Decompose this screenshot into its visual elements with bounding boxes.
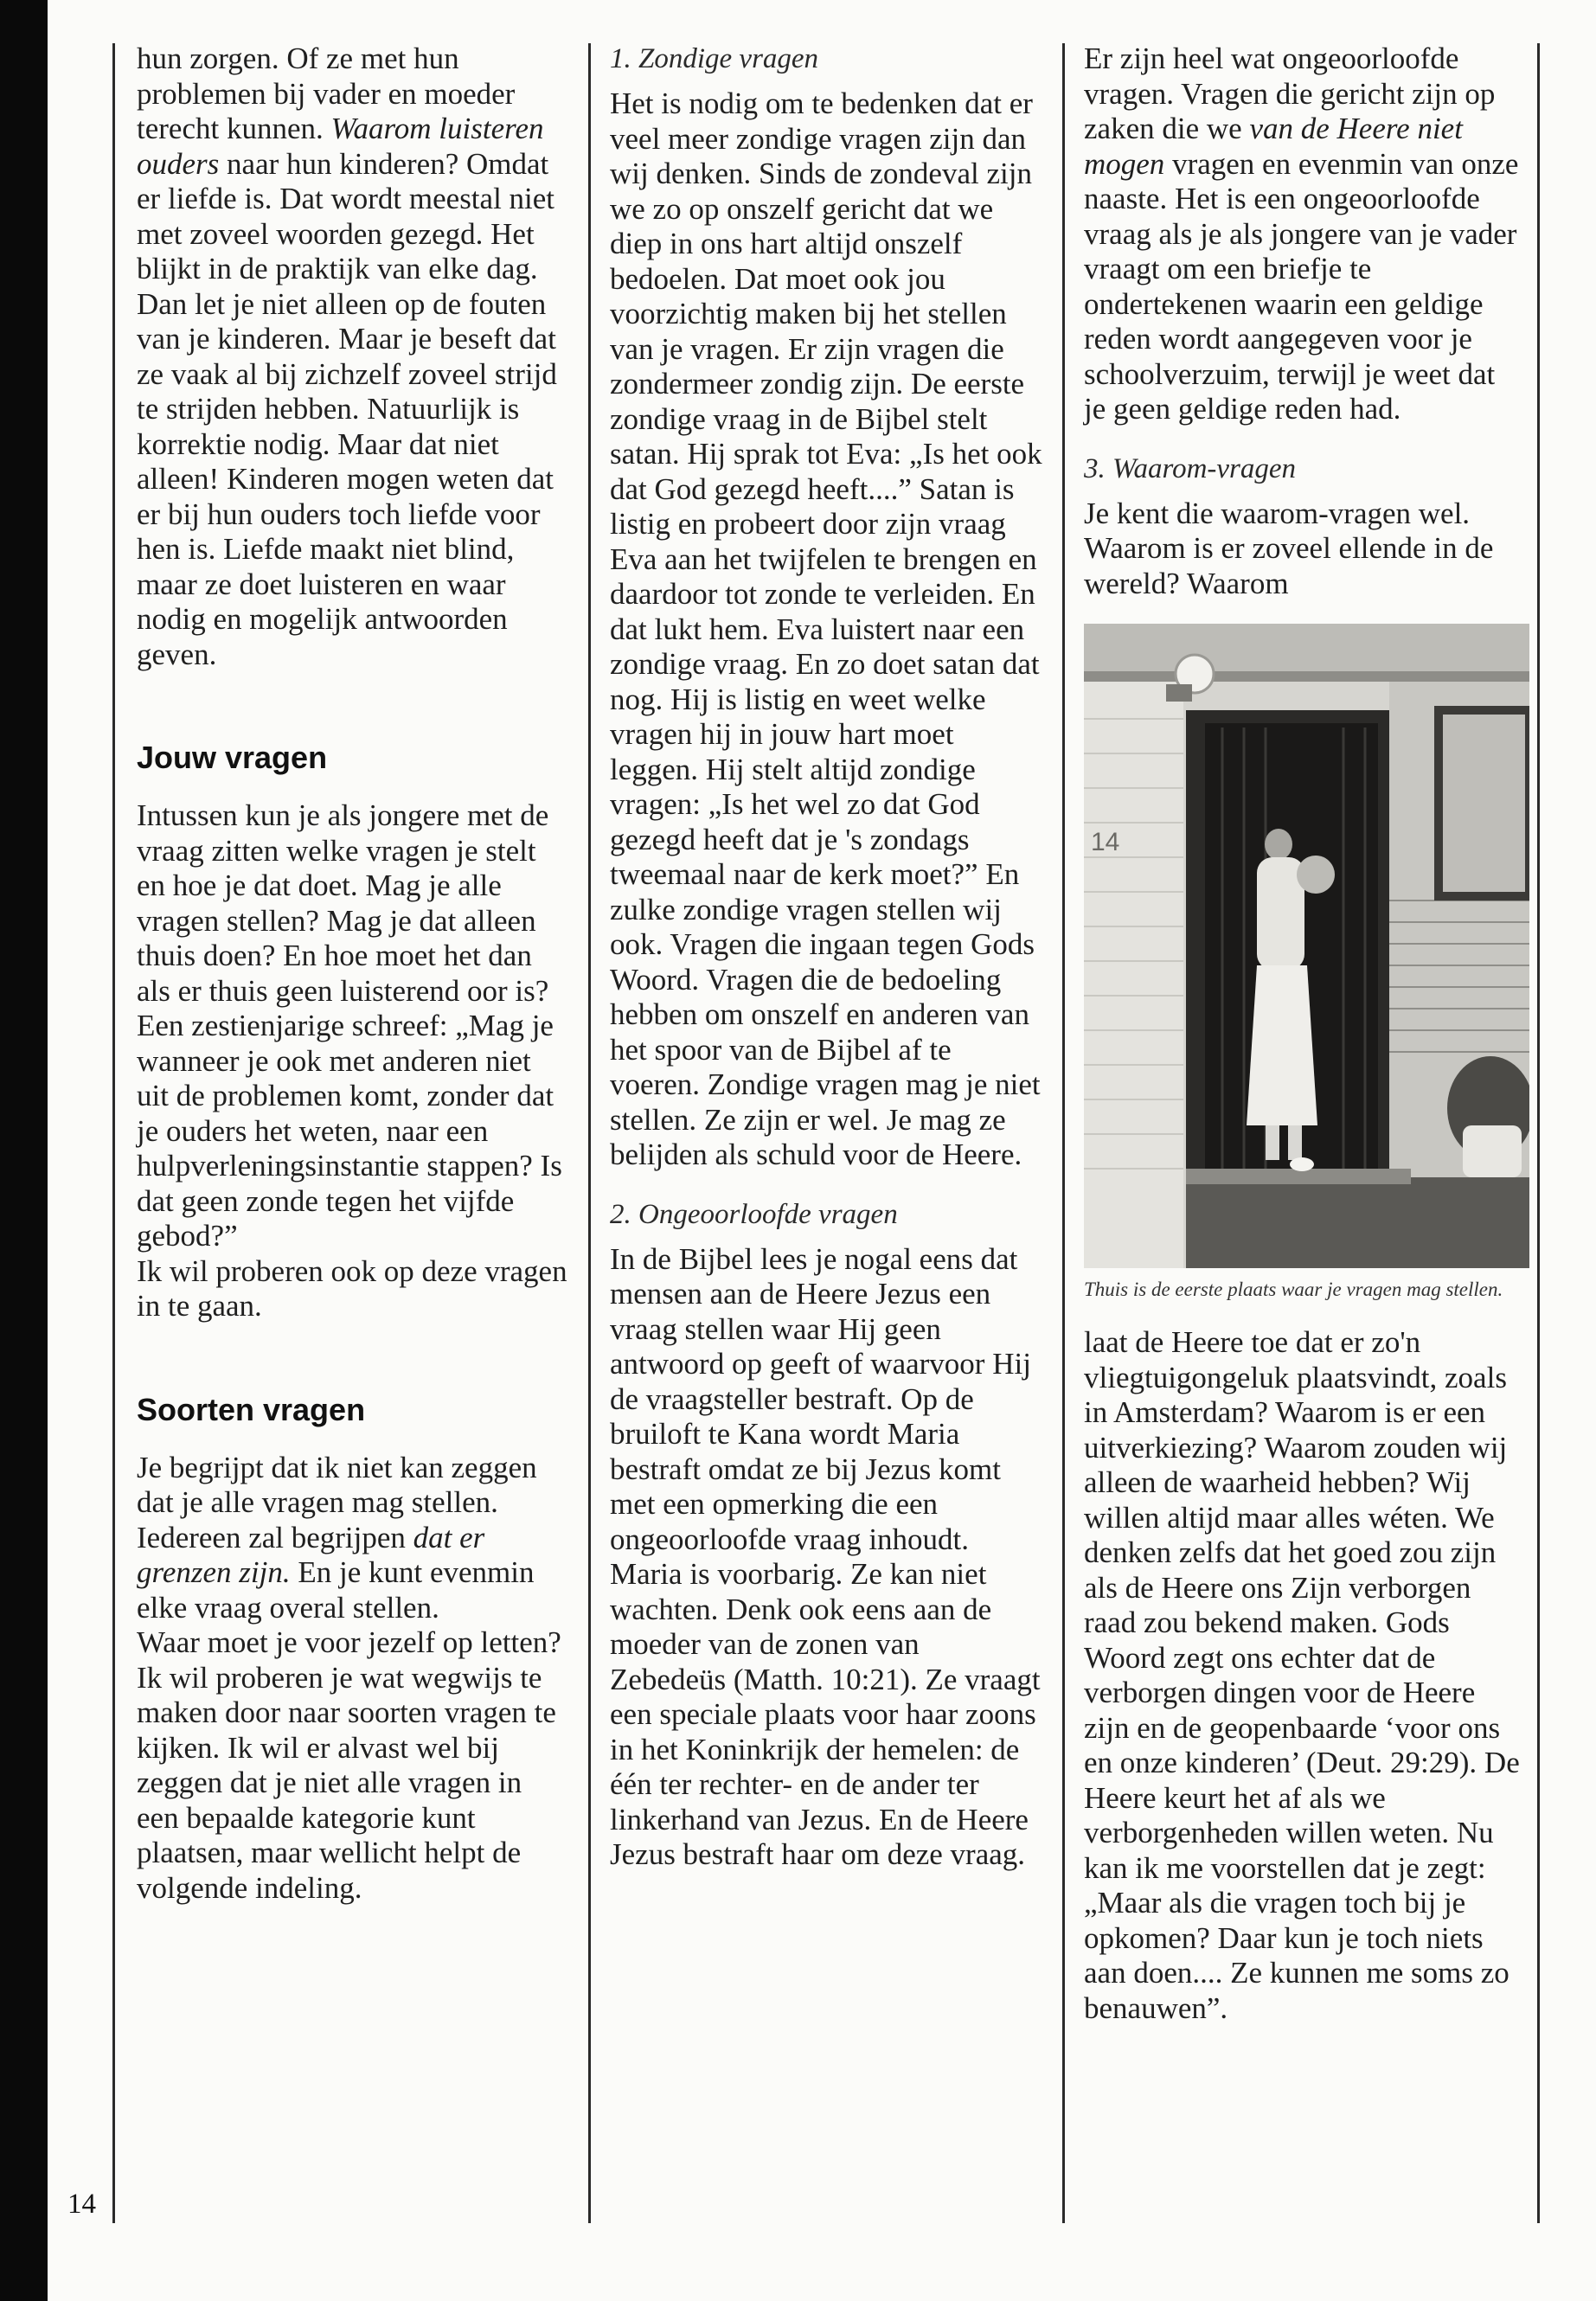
paragraph: Het is nodig om te bedenken dat er veel meer zondige vragen zijn dan wij denken. Sinds de zondeval zijn we zo op onszelf gericht dat we diep in ons hart altijd onszelf bedoelen. Dat moet ook jou voorzichtig maken bij het stellen van je vragen. Er zijn vragen die zondermeer zondig zijn. De eerste zondige vraag in de Bijbel stelt satan. Hij sprak tot Eva: „Is het ook dat God gezegd heeft....” Satan is listig en probeert door zijn vraag Eva aan het twijfelen te brengen en daardoor tot zonde te verleiden. En dat lukt hem. Eva luistert naar een zondige vraag. En zo doet satan dat nog. Hij is listig en weet welke vragen hij in jouw hart moet leggen. Hij stelt altijd zondige vragen: „Is het wel zo dat God gezegd heeft dat je 's zondags tweemaal naar de kerk moet?” En zulke zondige vragen stellen wij ook. Vragen die ingaan tegen Gods Woord. Vragen die de bedoeling hebben om onszelf en anderen van het spoor van de Bijbel af te voeren. Zondige vragen mag je niet stellen. Ze zijn er wel. Je mag ze belijden als schuld voor de Heere. <box>610 87 1042 1171</box>
house-number: 14 <box>1091 828 1120 856</box>
paragraph: Waar moet je voor jezelf op letten? Ik wil proberen je wat wegwijs te maken door naar soorten vragen te kijken. Ik wil er alvast wel bij zeggen dat je niet alle vragen in een bepaalde kategorie kunt plaatsen, maar wellicht helpt de volgende indeling. <box>137 1625 561 1905</box>
column-2 <box>610 42 1042 1873</box>
paragraph: Je kent die waarom-vragen wel. Waarom is er zoveel ellende in de wereld? Waarom <box>1084 496 1494 600</box>
subheading-waarom-vragen: 3. Waarom-vragen <box>1084 452 1297 484</box>
page-number: 14 <box>67 2189 96 2220</box>
photo-caption: Thuis is de eerste plaats waar je vragen mag stellen. <box>1084 1279 1503 1300</box>
column-rule-right <box>1537 43 1540 2223</box>
paragraph: Ik wil proberen ook op deze vragen in te gaan. <box>137 1253 567 1323</box>
scan-edge-bar <box>0 0 48 2301</box>
paragraph: laat de Heere toe dat er zo'n vliegtuigongeluk plaatsvindt, zoals in Amsterdam? Waarom is er een uitverkiezing? Waarom zouden wij alleen de waarheid hebben? Wij willen altijd maar alles wéten. We denken zelfs dat het goed zou zijn als de Heere ons Zijn verborgen raad zou bekend maken. Gods Woord zegt ons echter dat de verborgen dingen voor de Heere zijn en de geopenbaarde ‘voor ons en onze kinderen’ (Deut. 29:29). De Heere keurt het af als we verborgenheden willen weten. Nu kan ik me voorstellen dat je zegt: „Maar als die vragen toch bij je opkomen? Daar kun je toch niets aan doen.... Ze kunnen me soms zo benauwen”. <box>1084 1325 1520 2025</box>
section-heading-jouw-vragen: Jouw vragen <box>137 740 328 775</box>
paragraph: In de Bijbel lees je nogal eens dat mensen aan de Heere Jezus een vraag stellen waar Hij geen antwoord op geeft of waarvoor Hij de vraagsteller bestraft. Op de bruiloft te Kana wordt Maria bestraft omdat ze bij Jezus komt met een opmerking die een ongeoorloofde vraag inhoudt. Maria is voorbarig. Ze kan niet wachten. Denk ook eens aan de moeder van de zonen van Zebedeüs (Matth. 10:21). Ze vraagt een speciale plaats voor haar zoons in het Koninkrijk der hemelen: de één ter rechter- en de ander ter linkerhand van Jezus. En de Heere Jezus bestraft haar om deze vraag. <box>610 1241 1041 1871</box>
paragraph: Intussen kun je als jongere met de vraag zitten welke vragen je stelt en hoe je dat doet. Mag je alle vragen stellen? Mag je dat alleen thuis doen? En hoe moet het dan als er thuis geen luisterend oor is? Een zestienjarige schreef: „Mag je wanneer je ook met anderen niet uit de problemen komt, zonder dat je ouders het weten, naar een hulpverleningsinstantie stappen? Is dat geen zonde tegen het vijfde gebod?” <box>137 798 562 1253</box>
photo-doorway <box>1084 624 1529 1268</box>
column-1 <box>137 42 569 1906</box>
column-rule-left <box>112 43 115 2223</box>
doorway-illustration <box>1084 624 1529 1268</box>
column-rule-middle-2 <box>1062 43 1065 2223</box>
column-3 <box>1084 42 1521 2026</box>
subheading-ongeoorloofde-vragen: 2. Ongeoorloofde vragen <box>610 1198 898 1230</box>
paragraph: Je begrijpt dat ik niet kan zeggen dat je alle vragen mag stellen. Iedereen zal begrijpen dat er grenzen zijn. En je kunt evenmin elke vraag overal stellen. <box>137 1450 537 1625</box>
subheading-zondige-vragen: 1. Zondige vragen <box>610 43 819 74</box>
section-heading-soorten-vragen: Soorten vragen <box>137 1391 366 1427</box>
paragraph: hun zorgen. Of ze met hun problemen bij vader en moeder terecht kunnen. Waarom luisteren ouders naar hun kinderen? Omdat er liefde is. Dat wordt meestal niet met zoveel woorden gezegd. Het blijkt in de praktijk van elke dag. Dan let je niet alleen op de fouten van je kinderen. Maar je beseft dat ze vaak al bij zichzelf zoveel strijd te strijden hebben. Natuurlijk is korrektie nodig. Maar dat niet alleen! Kinderen mogen weten dat er bij hun ouders toch liefde voor hen is. Liefde maakt niet blind, maar ze doet luisteren en waar nodig en mogelijk antwoorden geven. <box>137 42 557 671</box>
paragraph: Er zijn heel wat ongeoorloofde vragen. Vragen die gericht zijn op zaken die we van de Heere niet mogen vragen en evenmin van onze naaste. Het is een ongeoorloofde vraag als je als jongere van je vader vraagt om een briefje te ondertekenen waarin een geldige reden wordt aangegeven voor je schoolverzuim, terwijl je weet dat je geen geldige reden had. <box>1084 42 1519 426</box>
column-rule-middle-1 <box>588 43 591 2223</box>
